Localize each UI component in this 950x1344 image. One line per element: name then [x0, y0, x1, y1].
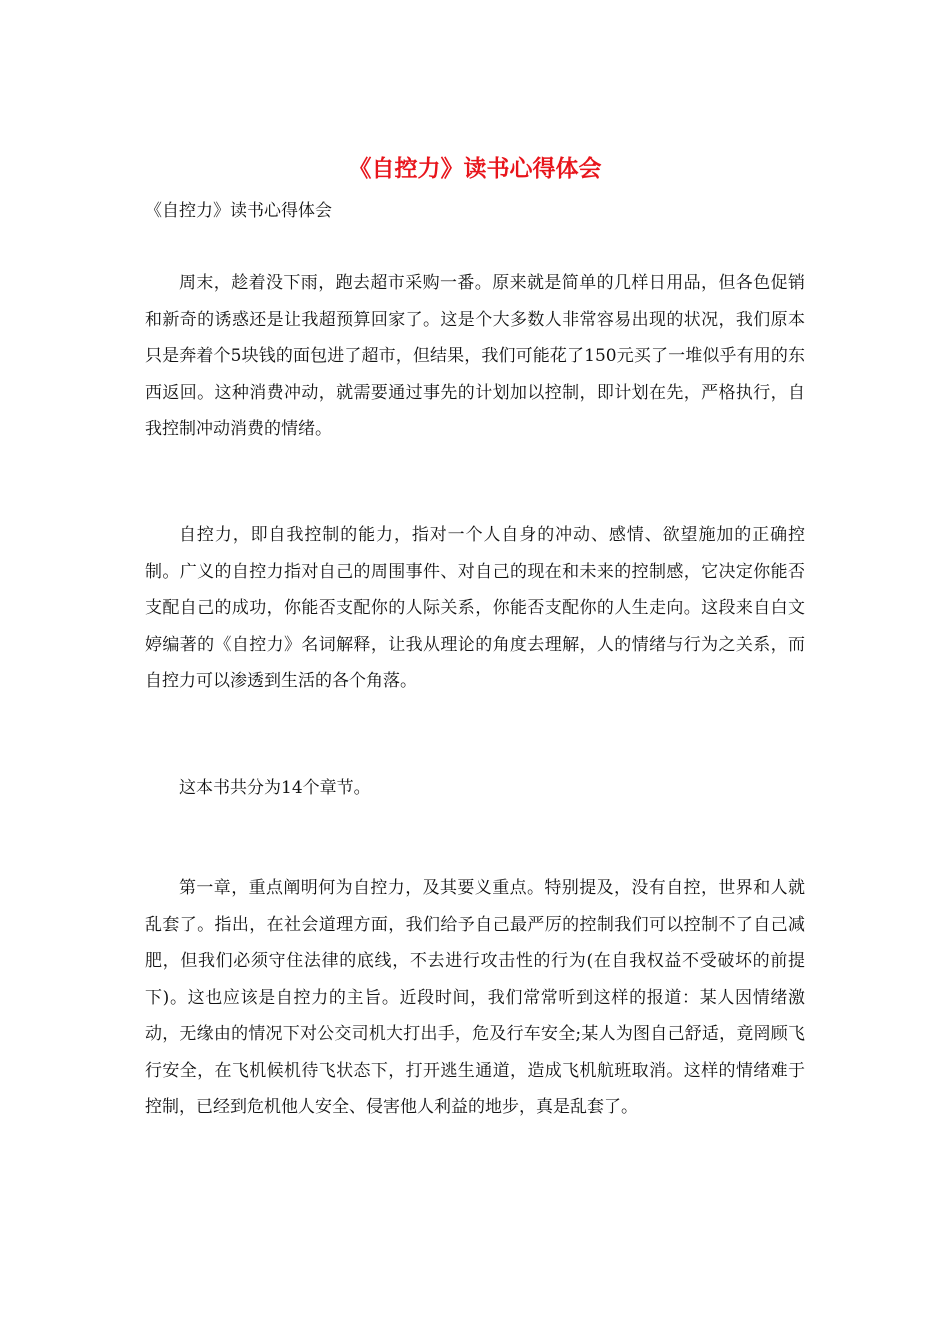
paragraph-intro: 周末，趁着没下雨，跑去超市采购一番。原来就是简单的几样日用品，但各色促销和新奇的诱惑还是让我超预算回家了。这是个大多数人非常容易出现的状况，我们原本只是奔着个5块钱的面包进了超市，但结果，我们可能花了150元买了一堆似乎有用的东西返回。这种消费冲动，就需要通过事先的计划加以控制，即计划在先，严格执行，自我控制冲动消费的情绪。 [145, 273, 805, 439]
document-subtitle: 《自控力》读书心得体会 [145, 201, 332, 221]
paragraph-chapter-one: 第一章，重点阐明何为自控力，及其要义重点。特别提及，没有自控，世界和人就乱套了。指出，在社会道理方面，我们给予自己最严厉的控制我们可以控制不了自己减肥，但我们必须守住法律的底线，不去进行攻击性的行为(在自我权益不受破坏的前提下)。这也应该是自控力的主旨。近段时间，我们常常听到这样的报道：某人因情绪激动，无缘由的情况下对公交司机大打出手，危及行车安全;某人为图自己舒适，竟罔顾飞行安全，在飞机候机待飞状态下，打开逃生通道，造成飞机航班取消。这样的情绪难于控制，已经到危机他人安全、侵害他人利益的地步，真是乱套了。 [145, 878, 805, 1117]
document-title: 《自控力》读书心得体会 [348, 155, 602, 182]
paragraph-definition: 自控力，即自我控制的能力，指对一个人自身的冲动、感情、欲望施加的正确控制。广义的自控力指对自己的周围事件、对自己的现在和未来的控制感，它决定你能否支配自己的成功，你能否支配你的人际关系，你能否支配你的人生走向。这段来自白文婷编著的《自控力》名词解释，让我从理论的角度去理解，人的情绪与行为之关系，而自控力可以渗透到生活的各个角落。 [145, 525, 805, 691]
paragraph-chapter-count: 这本书共分为14个章节。 [179, 778, 371, 798]
